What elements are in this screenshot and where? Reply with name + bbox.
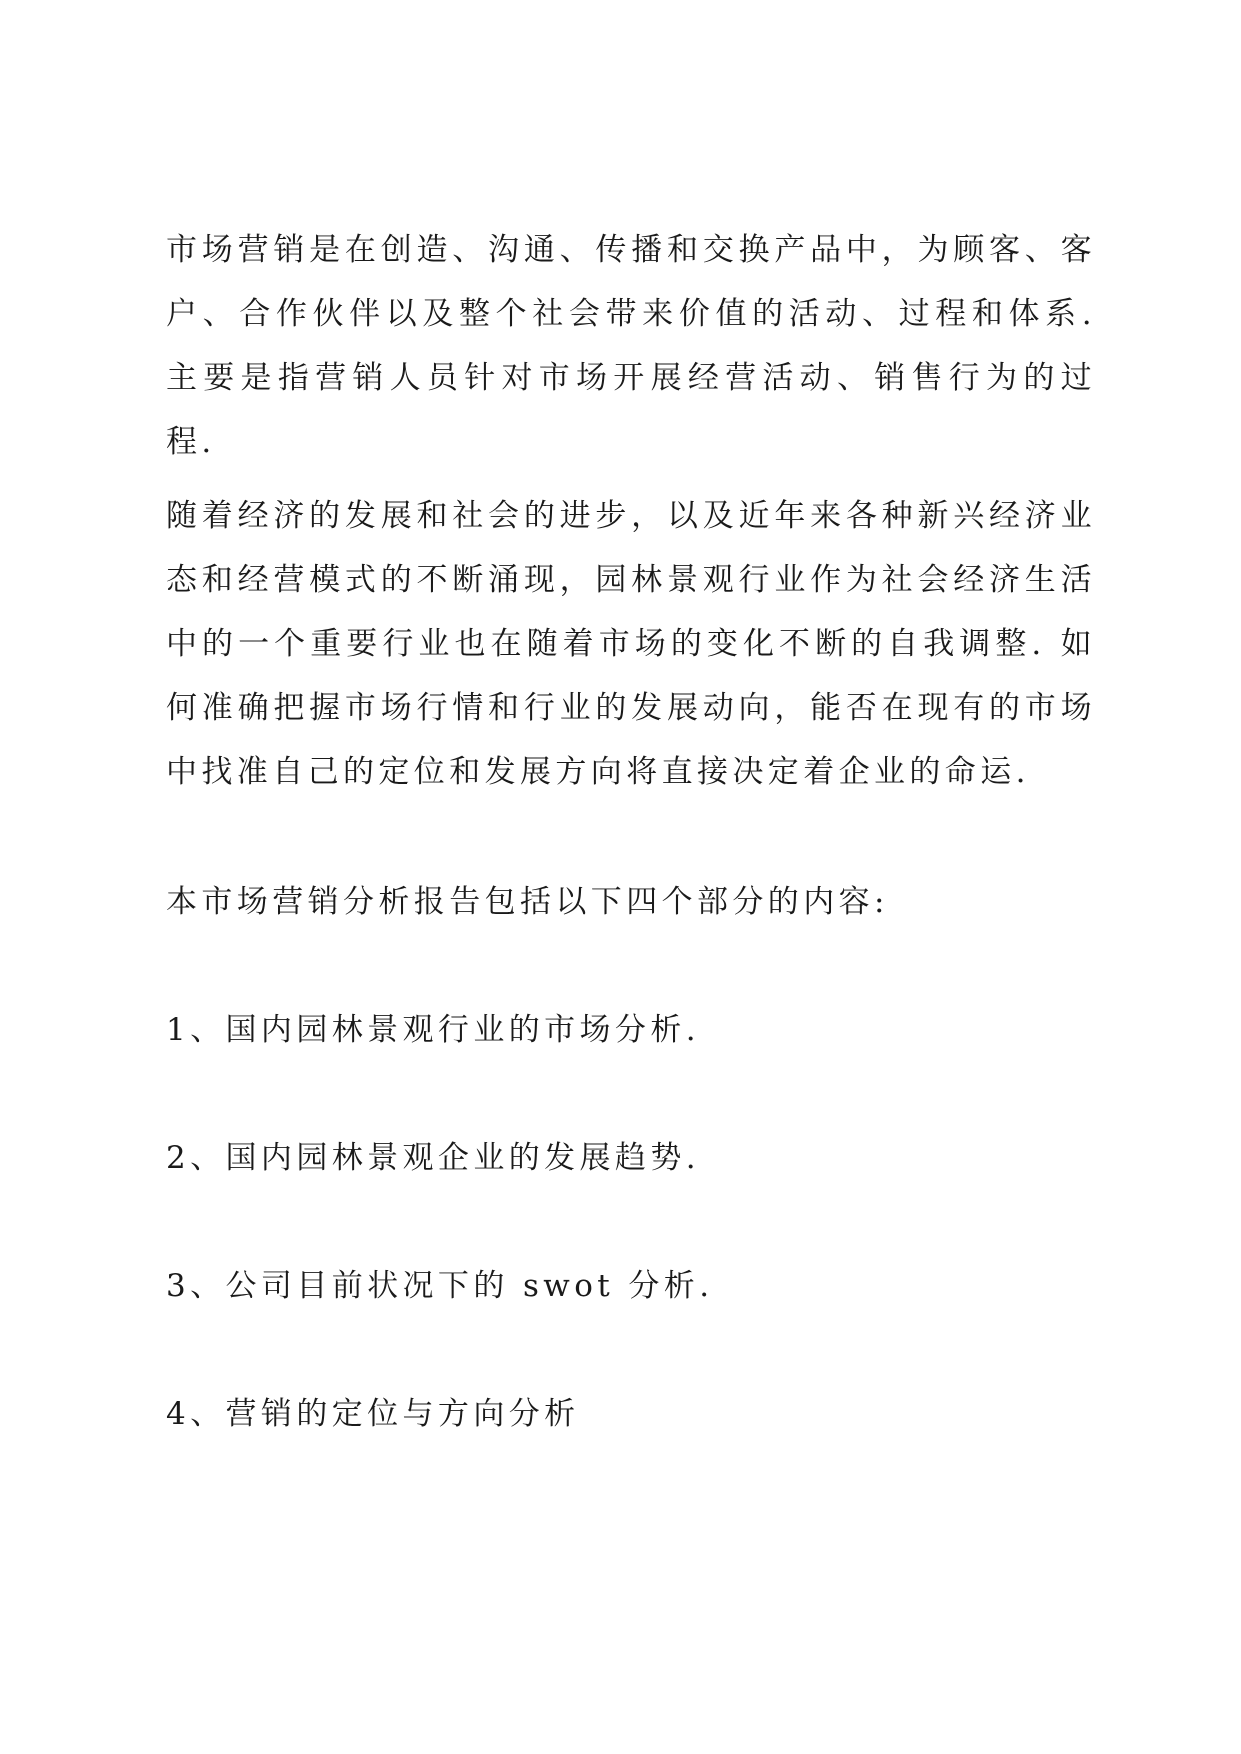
report-scope-paragraph: 本市场营销分析报告包括以下四个部分的内容: [166, 884, 889, 920]
list-item: 4、营销的定位与方向分析 [166, 1396, 580, 1432]
intro-paragraph: 市场营销是在创造、沟通、传播和交换产品中，为顾客、客户、合作伙伴以及整个社会带来价值的活动、过程和体系. 主要是指营销人员针对市场开展经营活动、销售行为的过程. [166, 232, 1096, 460]
list-item: 3、公司目前状况下的 swot 分析. [166, 1268, 714, 1304]
background-paragraph: 随着经济的发展和社会的进步，以及近年来各种新兴经济业态和经营模式的不断涌现，园林景观行业作为社会经济生活中的一个重要行业也在随着市场的变化不断的自我调整. 如何准确把握市场行情和行业的发展动向，能否在现有的市场中找准自己的定位和发展方向将直接决定着企业的命运. [166, 498, 1096, 790]
list-item: 2、国内园林景观企业的发展趋势. [166, 1140, 700, 1176]
list-item: 1、国内园林景观行业的市场分析. [166, 1012, 700, 1048]
